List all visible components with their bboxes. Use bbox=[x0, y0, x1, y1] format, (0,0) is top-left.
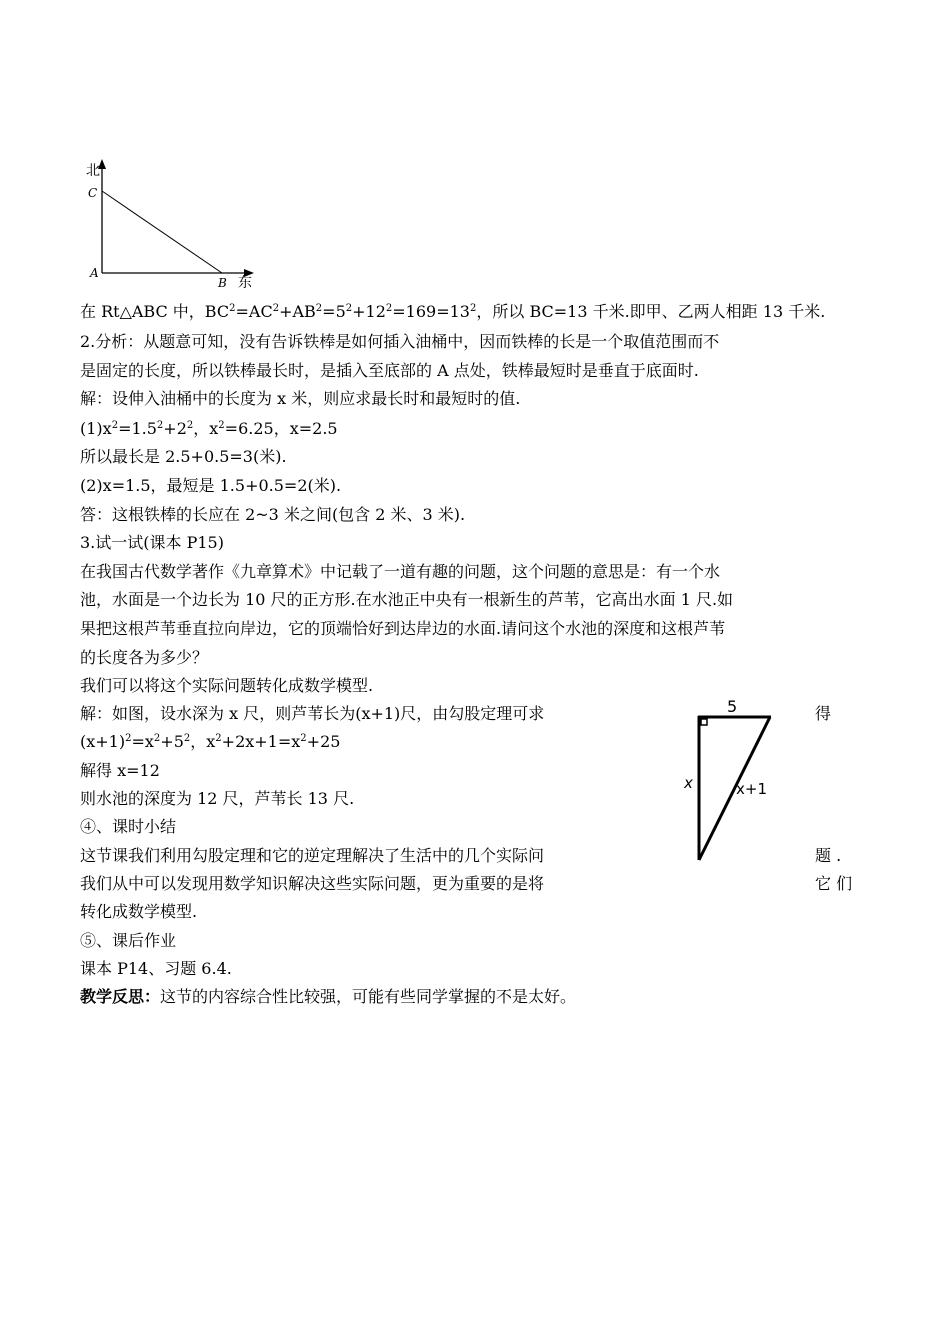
hypotenuse-cb bbox=[102, 191, 222, 273]
text-line-5 bbox=[80, 419, 338, 439]
text-line-15-right: 得 bbox=[815, 704, 832, 723]
label-a: A bbox=[90, 266, 99, 280]
superscript: 2 bbox=[229, 303, 236, 314]
superscript: 2 bbox=[218, 420, 225, 431]
superscript: 2 bbox=[186, 420, 194, 431]
text-line-16 bbox=[80, 732, 340, 752]
superscript: 2 bbox=[125, 733, 132, 744]
superscript: 2 bbox=[111, 420, 119, 431]
text-line-4: 解：设伸入油桶中的长度为 x 米，则应求最长时和最短时的值. bbox=[80, 389, 521, 408]
figure-triangle-abc bbox=[80, 155, 270, 295]
text-span: +12 bbox=[352, 302, 386, 321]
text-line-14: 我们可以将这个实际问题转化成数学模型. bbox=[80, 676, 374, 695]
text-line-3: 是固定的长度，所以铁棒最长时，是插入至底部的 A 点处，铁棒最短时是垂直于底面时. bbox=[80, 361, 699, 380]
text-line-15: 解：如图，设水深为 x 尺，则芦苇长为(x+1)尺，由勾股定理可求 bbox=[80, 704, 545, 723]
north-label: 北 bbox=[86, 163, 100, 179]
text-span: (x+1) bbox=[80, 732, 126, 751]
text-line-22: 转化成数学模型. bbox=[80, 902, 198, 921]
superscript: 2 bbox=[315, 303, 323, 314]
text-line-23: ⑤、课后作业 bbox=[80, 931, 177, 950]
text-line-25 bbox=[80, 987, 576, 1007]
text-line-9: 3.试一试(课本 P15) bbox=[80, 533, 224, 552]
text-line-6: 所以最长是 2.5+0.5=3(米). bbox=[80, 447, 287, 466]
text-line-20-right: 题 . bbox=[815, 846, 842, 865]
text-span: +AB bbox=[279, 302, 316, 321]
top-label: 5 bbox=[727, 697, 738, 716]
superscript: 2 bbox=[156, 420, 164, 431]
text-line-2: 2.分析：从题意可知，没有告诉铁棒是如何插入油桶中，因而铁棒的长是一个取值范围而不 bbox=[80, 332, 720, 351]
east-label: 东 bbox=[238, 275, 252, 291]
hyp-label: x+1 bbox=[736, 780, 767, 798]
text-line-20: 这节课我们利用勾股定理和它的逆定理解决了生活中的几个实际问 bbox=[80, 846, 545, 865]
reflection-heading: 教学反思： bbox=[80, 987, 161, 1006]
label-c: C bbox=[88, 186, 98, 200]
text-span: =x bbox=[131, 732, 154, 751]
superscript: 2 bbox=[345, 303, 353, 314]
text-span: 在 Rt△ABC 中，BC bbox=[80, 302, 230, 321]
superscript: 2 bbox=[153, 733, 161, 744]
text-line-21-right: 它 们 bbox=[815, 874, 853, 893]
left-label: x bbox=[684, 774, 693, 792]
superscript: 2 bbox=[469, 303, 477, 314]
text-span: ，x bbox=[190, 732, 216, 751]
text-span: +25 bbox=[306, 732, 341, 751]
reflection-text: 这节的内容综合性比较强，可能有些同学掌握的不是太好。 bbox=[160, 987, 577, 1006]
text-span: (1)x bbox=[80, 419, 112, 438]
text-span: ，x bbox=[193, 419, 219, 438]
label-b: B bbox=[218, 276, 227, 290]
text-line-1 bbox=[80, 302, 825, 322]
text-line-13: 的长度各为多少？ bbox=[80, 648, 209, 667]
text-line-10: 在我国古代数学著作《九章算术》中记载了一道有趣的问题，这个问题的意思是：有一个水 bbox=[80, 562, 721, 581]
text-span: =1.5 bbox=[118, 419, 157, 438]
superscript: 2 bbox=[183, 733, 191, 744]
text-line-19: ④、课时小结 bbox=[80, 817, 177, 836]
text-span: +2 bbox=[163, 419, 187, 438]
superscript: 2 bbox=[215, 733, 222, 744]
text-span: +5 bbox=[160, 732, 184, 751]
text-span: ，所以 BC=13 千米.即甲、乙两人相距 13 千米. bbox=[476, 302, 826, 321]
superscript: 2 bbox=[300, 733, 307, 744]
right-angle-mark bbox=[701, 719, 707, 725]
text-span: =5 bbox=[322, 302, 346, 321]
text-line-17: 解得 x=12 bbox=[80, 761, 160, 780]
text-span: +2x+1=x bbox=[221, 732, 301, 751]
text-span: =6.25，x=2.5 bbox=[224, 419, 338, 438]
text-line-18: 则水池的深度为 12 尺，芦苇长 13 尺. bbox=[80, 789, 355, 808]
text-line-8: 答：这根铁棒的长应在 2~3 米之间(包含 2 米、3 米). bbox=[80, 505, 466, 524]
text-line-21: 我们从中可以发现用数学知识解决这些实际问题，更为重要的是将 bbox=[80, 874, 545, 893]
figure-reed-triangle bbox=[670, 690, 800, 870]
superscript: 2 bbox=[272, 303, 280, 314]
superscript: 2 bbox=[385, 303, 393, 314]
text-line-7: (2)x=1.5，最短是 1.5+0.5=2(米). bbox=[80, 476, 342, 495]
text-span: =169=13 bbox=[392, 302, 470, 321]
text-line-12: 果把这根芦苇垂直拉向岸边，它的顶端恰好到达岸边的水面.请问这个水池的深度和这根芦苇 bbox=[80, 619, 726, 638]
text-line-11: 池，水面是一个边长为 10 尺的正方形.在水池正中央有一根新生的芦苇，它高出水面 1 尺.如 bbox=[80, 590, 734, 609]
text-span: =AC bbox=[235, 302, 273, 321]
text-line-24: 课本 P14、习题 6.4. bbox=[80, 959, 232, 978]
